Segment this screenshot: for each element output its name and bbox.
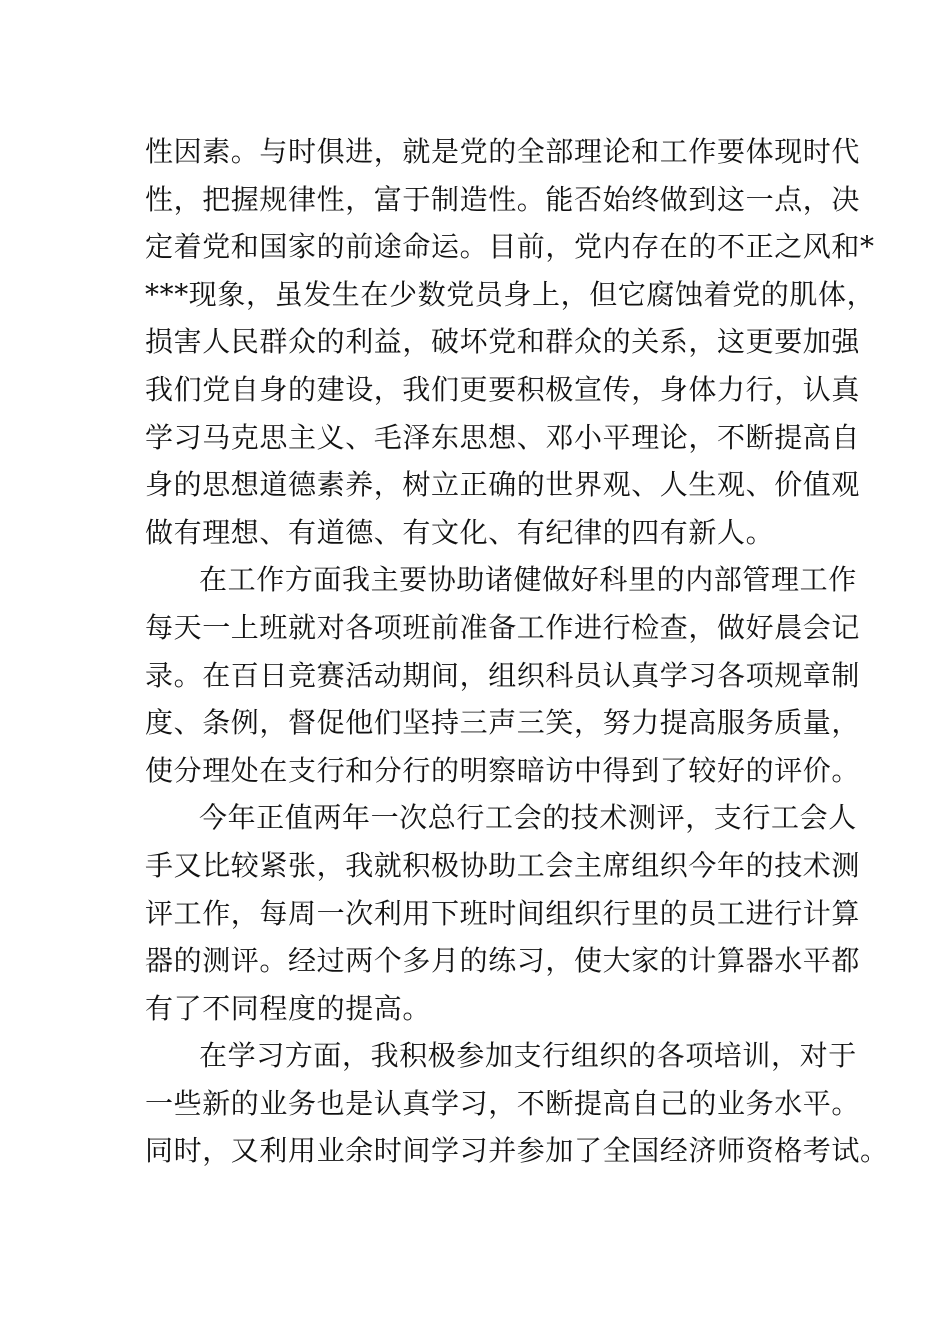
text-line: 做有理想、有道德、有文化、有纪律的四有新人。 (145, 515, 775, 549)
text-line: 评工作，每周一次利用下班时间组织行里的员工进行计算 (145, 896, 861, 930)
paragraph-first-line: 在工作方面我主要协助诸健做好科里的内部管理工作 (199, 563, 857, 597)
document-body (145, 128, 889, 1175)
text-line: 有了不同程度的提高。 (145, 991, 432, 1025)
text-line: 损害人民群众的利益，破坏党和群众的关系，这更要加强 (145, 325, 861, 359)
text-line: 度、条例，督促他们坚持三声三笑，努力提高服务质量， (145, 706, 861, 740)
text-line: ***现象，虽发生在少数党员身上，但它腐蚀着党的肌体， (145, 277, 876, 311)
text-line: 学习马克思主义、毛泽东思想、邓小平理论，不断提高自 (145, 420, 861, 454)
paragraph-first-line: 在学习方面，我积极参加支行组织的各项培训，对于 (199, 1039, 857, 1073)
text-line: 性，把握规律性，富于制造性。能否始终做到这一点，决 (145, 182, 861, 216)
text-line: 录。在百日竞赛活动期间，组织科员认真学习各项规章制 (145, 658, 861, 692)
paragraph-first-line: 今年正值两年一次总行工会的技术测评，支行工会人 (199, 801, 857, 835)
text-line: 同时，又利用业余时间学习并参加了全国经济师资格考试。 (145, 1134, 889, 1168)
text-line: 性因素。与时俱进，就是党的全部理论和工作要体现时代 (145, 135, 861, 168)
text-line: 使分理处在支行和分行的明察暗访中得到了较好的评价。 (145, 753, 861, 787)
text-line: 定着党和国家的前途命运。目前，党内存在的不正之风和* (145, 230, 875, 264)
text-line: 身的思想道德素养，树立正确的世界观、人生观、价值观 (145, 468, 861, 502)
text-line: 每天一上班就对各项班前准备工作进行检查，做好晨会记 (145, 610, 861, 644)
text-line: 一些新的业务也是认真学习，不断提高自己的业务水平。 (145, 1086, 861, 1120)
text-line: 手又比较紧张，我就积极协助工会主席组织今年的技术测 (145, 848, 861, 882)
text-line: 器的测评。经过两个多月的练习，使大家的计算器水平都 (145, 944, 861, 978)
text-line: 我们党自身的建设，我们更要积极宣传，身体力行，认真 (145, 372, 861, 406)
